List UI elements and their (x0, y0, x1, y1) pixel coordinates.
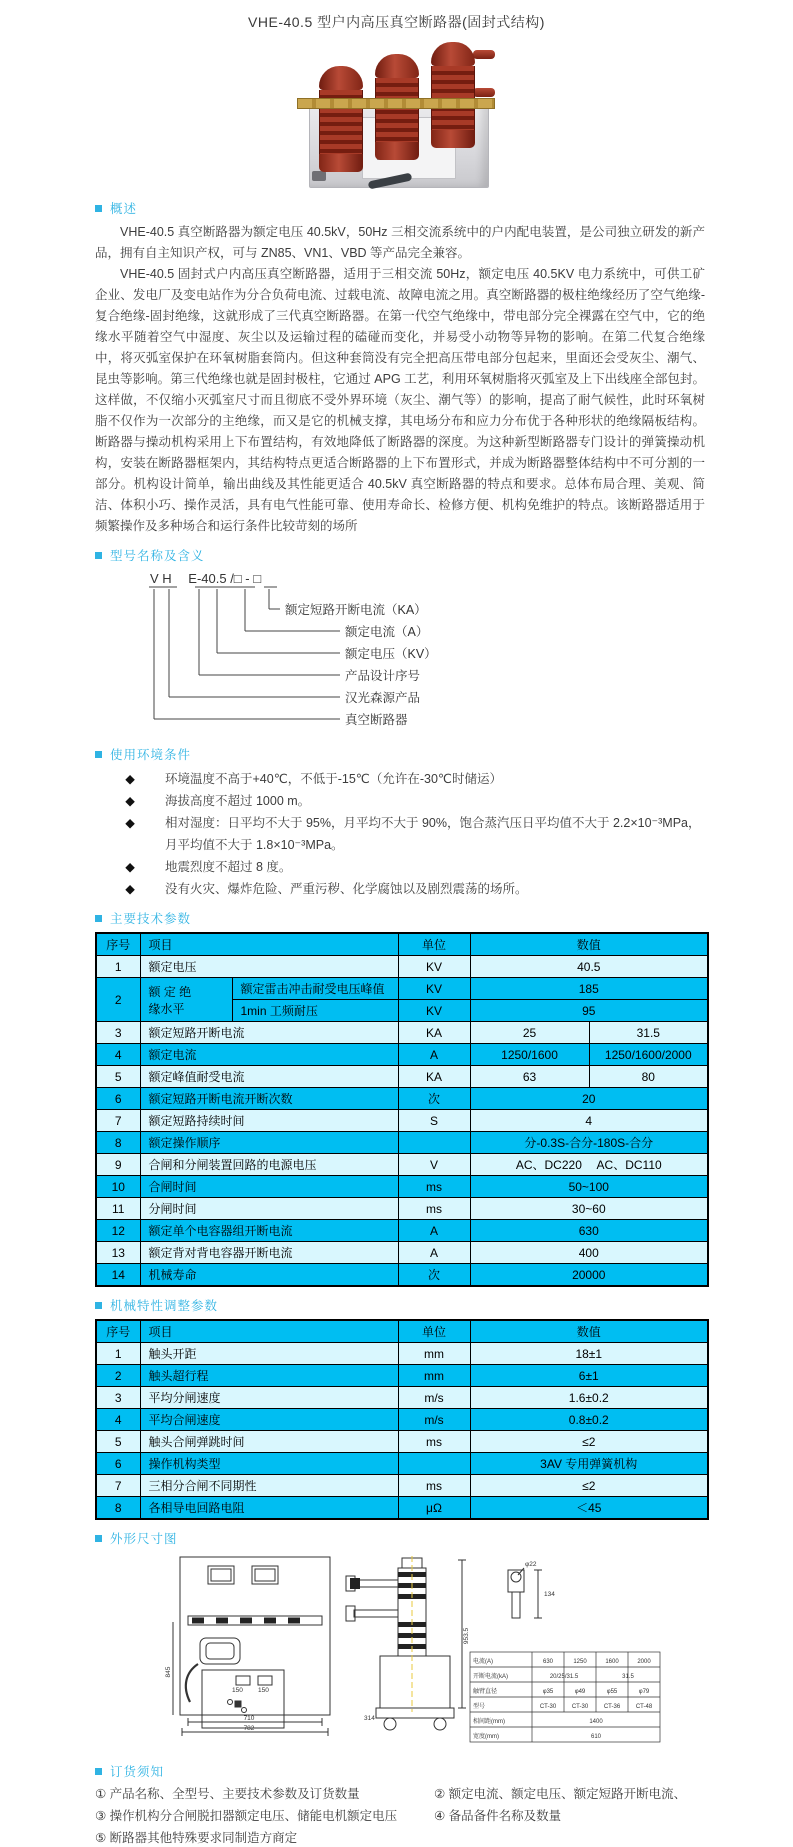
section-heading-main-params: 主要技术参数 (95, 909, 705, 927)
table-row: 6 操作机构类型 3AV 专用弹簧机构 (96, 1453, 708, 1475)
svg-text:20/25/31.5: 20/25/31.5 (549, 1674, 579, 1680)
section-heading-model: 型号名称及含义 (95, 546, 705, 564)
svg-text:CT-36: CT-36 (603, 1704, 621, 1710)
table-row: 11 分闸时间 ms 30~60 (96, 1198, 708, 1220)
dim-label: 150 (258, 1687, 269, 1694)
svg-text:宽度(mm): 宽度(mm) (473, 1734, 499, 1740)
diamond-bullet-icon: ◆ (125, 794, 135, 808)
page-title: VHE-40.5 型户内高压真空断路器(固封式结构) (248, 14, 545, 30)
svg-text:1250: 1250 (573, 1659, 587, 1665)
overview-paragraph-2: VHE-40.5 固封式户内高压真空断路器，适用于三相交流 50Hz，额定电压 40.5KV 电力系统中，可供工矿企业、发电厂及变电站作为分合负荷电流、过载电流、故障电流之用。真空断路器的极柱绝缘经历了空气绝缘-复合绝缘-固封绝缘，这就形成了三代真空断路器。在第一代空气绝缘中，带电部分完全裸露在空气中，它的绝缘水平随着空气中湿度、灰尘以及运输过程的磕碰而变化，并易受小动物等异物的影响。在第二代复合绝缘中，将灭弧室保护在环氧树脂套筒内。但这种套筒没有完全把高压带电部分包起来，里面还会受灰尘、潮气、昆虫等影响。第三代绝缘也就是固封极柱，它通过 APG 工艺，利用环氧树脂将灭弧室及上下出线座全部包封。这样做，不仅缩小灭弧室尺寸而且彻底不受外界环境（灰尘、潮气等）的影响，提高了耐气候性，此时环氧树脂不仅作为一次部分的主绝缘，而又是它的机械支撑，其电场分布和应力分布优于各种形状的绝缘隔板结构。断路器与操动机构采用上下布置结构，有效地降低了断路器的深度。为这种新型断路器专门设计的弹簧操动机构，安装在断路器框架内，其结构特点更适合断路器的上下布置形式，并成为断路器整体结构中不可分割的一部分。机构设计简单，输出曲线及其性能更适合 40.5kV 真空断路器的特点和要求。总体布局合理、美观、简洁、体积小巧、操作灵活，具有电气性能可靠、使用寿命长、检修方便、机构免维护的特点。该断路器适用于频繁操作及多种场合和运行条件比较苛刻的场所 (95, 267, 705, 533)
table-row: 2 触头超行程 mm 6±1 (96, 1365, 708, 1387)
list-item: ◆ 地震烈度不超过 8 度。 (95, 856, 705, 878)
list-item: ◆ 相对湿度：日平均不大于 95%，月平均不大于 90%，饱合蒸汽压日平均值不大于 2.2×10⁻³MPa，月平均值不大于 1.8×10⁻³MPa。 (95, 812, 705, 856)
table-row: 1 额定电压 KV 40.5 (96, 956, 708, 978)
model-designation-diagram (95, 569, 707, 731)
ordering-item: ④ 备品备件名称及数量 (434, 1809, 562, 1823)
diamond-bullet-icon: ◆ (125, 816, 135, 830)
table-row: 5 触头合闸弹跳时间 ms ≤2 (96, 1431, 708, 1453)
section-heading-drawing: 外形尺寸图 (95, 1529, 705, 1547)
table-row: 4 额定电流 A 1250/1600 1250/1600/2000 (96, 1044, 708, 1066)
table-row: 8 各相导电回路电阻 μΩ ＜45 (96, 1497, 708, 1520)
svg-text:1600: 1600 (605, 1659, 619, 1665)
model-label: 额定电压（KV） (345, 647, 437, 661)
svg-text:型号: 型号 (473, 1704, 486, 1710)
model-label: 产品设计序号 (345, 669, 421, 683)
list-item: ◆ 环境温度不高于+40℃，不低于-15℃（允许在-30℃时储运） (95, 768, 705, 790)
table-row: 14 机械寿命 次 20000 (96, 1264, 708, 1287)
ordering-item: ① 产品名称、全型号、主要技术参数及订货数量 (95, 1787, 360, 1801)
model-label: 真空断路器 (345, 713, 408, 727)
group-label: 额 定 绝 缘水平 (140, 978, 232, 1022)
square-bullet-icon (95, 1302, 102, 1309)
product-photo (291, 40, 503, 190)
svg-text:1400: 1400 (589, 1719, 603, 1725)
list-item: ◆ 没有火灾、爆炸危险、严重污秽、化学腐蚀以及剧烈震荡的场所。 (95, 878, 705, 900)
dim-label: φ22 (525, 1561, 537, 1568)
table-row: 3 额定短路开断电流 KA 25 31.5 (96, 1022, 708, 1044)
section-heading-environment: 使用环境条件 (95, 745, 705, 763)
table-header-row: 序号 项目 单位 数值 (96, 933, 708, 956)
dim-label: 782 (243, 1725, 255, 1732)
table-row: 4 平均合闸速度 m/s 0.8±0.2 (96, 1409, 708, 1431)
square-bullet-icon (95, 205, 102, 212)
ordering-item: ③ 操作机构分合闸脱扣器额定电压、储能电机额定电压 (95, 1809, 398, 1823)
pole-terminal-stub (473, 50, 495, 59)
table-row: 8 额定操作顺序 分-0.3S-合分-180S-合分 (96, 1132, 708, 1154)
outline-drawing (140, 1552, 670, 1748)
diamond-bullet-icon: ◆ (125, 860, 135, 874)
square-bullet-icon (95, 552, 102, 559)
table-row: 12 额定单个电容器组开断电流 A 630 (96, 1220, 708, 1242)
table-row: 1min 工频耐压 KV 95 (96, 1000, 708, 1022)
table-row: 9 合闸和分闸装置回路的电源电压 V AC、DC220 AC、DC110 (96, 1154, 708, 1176)
dim-label: 845 (165, 1666, 172, 1678)
list-item: ◆ 海拔高度不超过 1000 m。 (95, 790, 705, 812)
square-bullet-icon (95, 751, 102, 758)
model-label: 额定电流（A） (345, 625, 429, 639)
model-label: 额定短路开断电流（KA） (285, 603, 427, 617)
mech-params-table (95, 1319, 709, 1520)
svg-text:φ55: φ55 (606, 1689, 618, 1695)
mounting-bar (297, 98, 495, 109)
diamond-bullet-icon: ◆ (125, 882, 135, 896)
table-row: 3 平均分闸速度 m/s 1.6±0.2 (96, 1387, 708, 1409)
table-row: 5 额定峰值耐受电流 KA 63 80 (96, 1066, 708, 1088)
ordering-notes (95, 1785, 705, 1847)
svg-text:2000: 2000 (637, 1659, 651, 1665)
svg-text:CT-48: CT-48 (635, 1704, 653, 1710)
model-label: 汉光森源产品 (345, 691, 421, 705)
breaker-pole-right (431, 42, 475, 148)
overview-paragraph-1: VHE-40.5 真空断路器为额定电压 40.5kV，50Hz 三相交流系统中的户内配电装置，是公司独立研发的新产品，拥有自主知识产权，可与 ZN85、VN1、VBD 等产品完全兼容。 (95, 225, 705, 260)
svg-text:610: 610 (590, 1734, 602, 1740)
document-page (0, 12, 793, 1845)
section-heading-overview: 概述 (95, 199, 705, 217)
ordering-item: ⑤ 断路器其他特殊要求同制造方商定 (95, 1831, 298, 1845)
square-bullet-icon (95, 1535, 102, 1542)
svg-text:开断电流(kA): 开断电流(kA) (473, 1674, 508, 1680)
drawing-selection-table (470, 1652, 660, 1742)
svg-text:φ49: φ49 (574, 1689, 586, 1695)
table-row: 7 额定短路持续时间 S 4 (96, 1110, 708, 1132)
breaker-pole-left (319, 66, 363, 172)
diamond-bullet-icon: ◆ (125, 772, 135, 786)
table-row: 2 额 定 绝 缘水平 额定雷击冲击耐受电压峰值 KV 185 (96, 978, 708, 1000)
square-bullet-icon (95, 1768, 102, 1775)
dim-label: 314 (364, 1715, 375, 1722)
svg-text:φ35: φ35 (542, 1689, 554, 1695)
svg-text:电流(A): 电流(A) (473, 1659, 493, 1665)
svg-text:φ79: φ79 (638, 1689, 650, 1695)
svg-text:CT-30: CT-30 (571, 1704, 589, 1710)
svg-text:触臂直径: 触臂直径 (473, 1689, 498, 1695)
dim-label: 150 (232, 1687, 243, 1694)
environment-list (95, 768, 705, 900)
table-row: 1 触头开距 mm 18±1 (96, 1343, 708, 1365)
ordering-item: ② 额定电流、额定电压、额定短路开断电流、 (434, 1787, 687, 1801)
section-heading-ordering: 订货须知 (95, 1762, 705, 1780)
dim-label: 710 (243, 1715, 255, 1722)
model-code: V H E-40.5 /□ - □ (150, 571, 262, 586)
table-row: 6 额定短路开断电流开断次数 次 20 (96, 1088, 708, 1110)
table-row: 7 三相分合闸不同期性 ms ≤2 (96, 1475, 708, 1497)
table-row: 13 额定背对背电容器开断电流 A 400 (96, 1242, 708, 1264)
pole-terminal-stub (473, 88, 495, 97)
table-header-row: 序号 项目 单位 数值 (96, 1320, 708, 1343)
frame-hook (312, 171, 326, 181)
main-params-table (95, 932, 709, 1287)
svg-text:CT-30: CT-30 (539, 1704, 557, 1710)
dim-label: 953.5 (463, 1627, 470, 1645)
svg-text:相间距(mm): 相间距(mm) (473, 1719, 505, 1725)
square-bullet-icon (95, 915, 102, 922)
dim-label: 134 (544, 1591, 555, 1598)
svg-text:630: 630 (542, 1659, 554, 1665)
svg-text:31.5: 31.5 (622, 1674, 634, 1680)
section-heading-mech-params: 机械特性调整参数 (95, 1296, 705, 1314)
table-row: 10 合闸时间 ms 50~100 (96, 1176, 708, 1198)
